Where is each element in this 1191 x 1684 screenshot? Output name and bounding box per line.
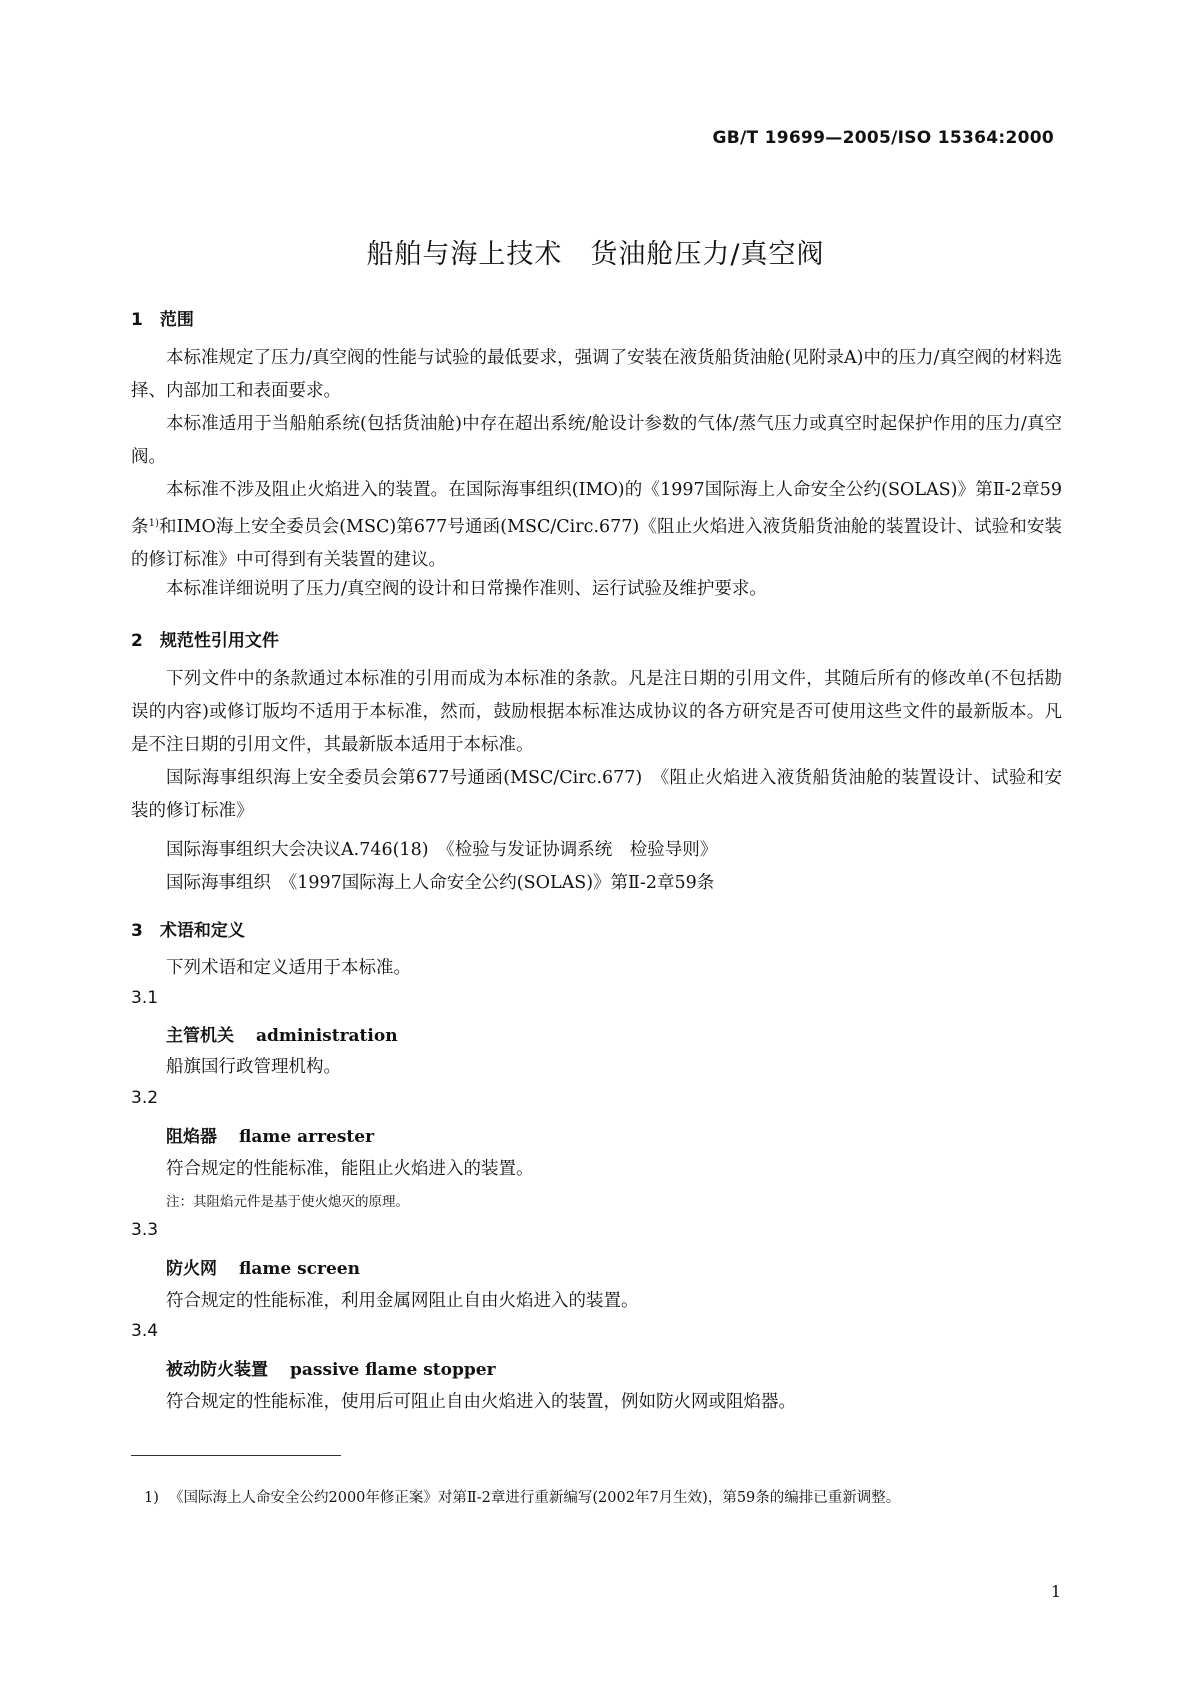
footnote-text: 《国际海上人命安全公约2000年修正案》对第Ⅱ-2章进行重新编写(2002年7月生效)，第59条的编排已重新调整。: [169, 1490, 901, 1506]
page-number: 1: [1050, 1582, 1061, 1601]
clause-number: 3.1: [131, 988, 159, 1008]
footnote-divider: [131, 1455, 341, 1456]
paragraph-text: 本标准不涉及阻止火焰进入的装置。在国际海事组织(IMO)的《1997国际海上人命安全公约(SOLAS)》第Ⅱ-2章59条: [131, 480, 1062, 537]
standard-code: GB/T 19699—2005/ISO 15364:2000: [712, 128, 1054, 148]
footnote-reference: 1): [148, 518, 159, 529]
term-english: flame screen: [239, 1259, 360, 1279]
term-definition: 船旗国行政管理机构。: [166, 1057, 341, 1077]
term-english: flame arrester: [239, 1127, 375, 1147]
term-heading: [166, 1021, 398, 1046]
footnote: [144, 1483, 1062, 1513]
term-definition: 符合规定的性能标准，使用后可阻止自由火焰进入的装置，例如防火网或阻焰器。: [166, 1392, 796, 1412]
term-chinese: 防火网: [166, 1259, 217, 1279]
term-definition: 符合规定的性能标准，利用金属网阻止自由火焰进入的装置。: [166, 1291, 639, 1311]
term-chinese: 被动防火装置: [166, 1360, 268, 1380]
term-english: passive flame stopper: [290, 1360, 496, 1380]
section-1-heading: 1 范围: [131, 310, 194, 330]
clause-number: 3.2: [131, 1088, 159, 1108]
paragraph-text: 和IMO海上安全委员会(MSC)第677号通函(MSC/Circ.677)《阻止火焰进入液货船货油舱的装置设计、试验和安装的修订标准》中可得到有关装置的建议。: [131, 517, 1063, 570]
reference-item-3: 国际海事组织 《1997国际海上人命安全公约(SOLAS)》第Ⅱ-2章59条: [166, 873, 715, 893]
footnote-marker: 1): [144, 1490, 159, 1506]
term-note: 注：其阻焰元件是基于使火熄灭的原理。: [166, 1194, 409, 1210]
term-chinese: 主管机关: [166, 1026, 234, 1046]
term-heading: [166, 1122, 374, 1147]
reference-item-2: 国际海事组织大会决议A.746(18) 《检验与发证协调系统 检验导则》: [166, 840, 718, 860]
term-definition: 符合规定的性能标准，能阻止火焰进入的装置。: [166, 1159, 534, 1179]
term-heading: [166, 1355, 496, 1380]
reference-item-1: 国际海事组织海上安全委员会第677号通函(MSC/Circ.677) 《阻止火焰进入液货船货油舱的装置设计、试验和安装的修订标准》: [131, 768, 1062, 821]
section-2-heading: 2 规范性引用文件: [131, 631, 279, 651]
term-chinese: 阻焰器: [166, 1127, 217, 1147]
clause-number: 3.3: [131, 1220, 159, 1240]
section-2-paragraph-1: 下列文件中的条款通过本标准的引用而成为本标准的条款。凡是注日期的引用文件，其随后所有的修改单(不包括勘误的内容)或修订版均不适用于本标准，然而，鼓励根据本标准达成协议的各方研究是否可使用这些文件的最新版本。凡是不注日期的引用文件，其最新版本适用于本标准。: [131, 669, 1062, 755]
section-3-heading: 3 术语和定义: [131, 921, 245, 941]
clause-number: 3.4: [131, 1321, 159, 1341]
section-1-paragraph-2: 本标准适用于当船舶系统(包括货油舱)中存在超出系统/舱设计参数的气体/蒸气压力或真空时起保护作用的压力/真空阀。: [131, 414, 1062, 467]
section-3-intro: 下列术语和定义适用于本标准。: [166, 958, 411, 978]
section-1-paragraph-4: 本标准详细说明了压力/真空阀的设计和日常操作准则、运行试验及维护要求。: [166, 579, 767, 599]
term-english: administration: [256, 1026, 398, 1046]
document-title: 船舶与海上技术 货油舱压力/真空阀: [366, 239, 825, 270]
term-heading: [166, 1254, 360, 1279]
section-1-paragraph-1: 本标准规定了压力/真空阀的性能与试验的最低要求，强调了安装在液货船货油舱(见附录A)中的压力/真空阀的材料选择、内部加工和表面要求。: [131, 348, 1062, 401]
section-1-paragraph-3: [131, 474, 1062, 577]
